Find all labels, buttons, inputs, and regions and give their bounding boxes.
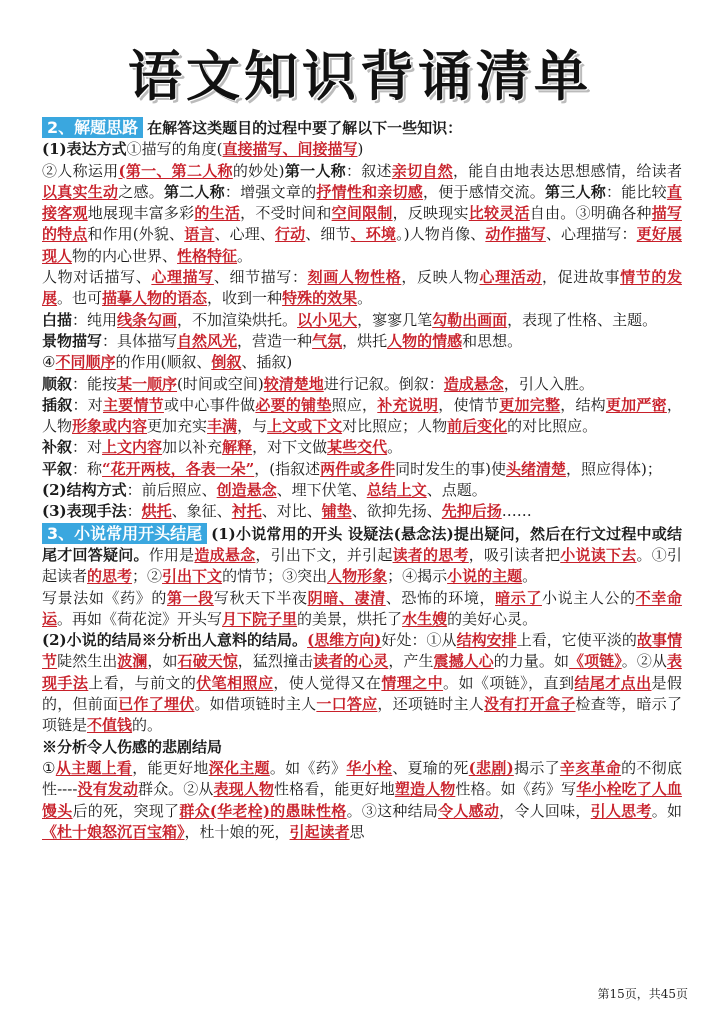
text-run: 。如借项链时主人 — [194, 695, 317, 714]
text-run: 性格看，能更好地 — [273, 780, 395, 799]
text-run: ，促进故事 — [541, 268, 621, 287]
key-phrase: 的思考 — [87, 567, 133, 586]
bold-term: 白描 — [42, 310, 73, 329]
text-run: 、欲抑先扬、 — [351, 502, 442, 521]
text-run: ①描写的角度( — [126, 140, 223, 159]
text-run: 的力量。如 — [493, 652, 570, 671]
key-phrase: 自然风光 — [177, 331, 238, 350]
key-phrase: 两件或多件 — [320, 459, 396, 478]
key-phrase: 以小见大 — [297, 310, 358, 329]
text-run: 、插叙) — [241, 353, 293, 372]
key-phrase: 补充说明 — [377, 395, 439, 414]
text-run: 、对比、 — [261, 502, 322, 521]
key-phrase: 华小栓 — [346, 758, 393, 777]
text-run: ：对 — [72, 395, 103, 414]
key-phrase: (第一、第二人称 — [118, 161, 233, 180]
text-run: ：叙述 — [345, 161, 392, 180]
key-phrase: 线条勾画 — [117, 310, 178, 329]
text-run: 小说主人公的 — [541, 588, 636, 607]
text-run: 的对比照应。 — [507, 417, 598, 436]
text-run: ，与 — [237, 417, 268, 436]
text-run: ，使人觉得又在 — [273, 673, 382, 692]
text-run: 上看，它使平淡的 — [516, 631, 637, 650]
text-run: ：前后照应、 — [126, 481, 217, 500]
bold-term: (3)表现手法 — [42, 502, 127, 521]
text-run: ，寥寥几笔 — [357, 310, 433, 329]
key-phrase: 必要的铺垫 — [255, 395, 332, 414]
text-run: ，(指叙述 — [254, 459, 321, 478]
key-phrase: 行动 — [274, 225, 306, 244]
key-phrase: 造成悬念 — [194, 545, 256, 564]
paragraph — [42, 630, 682, 736]
text-run: 写景法如《药》的 — [42, 588, 167, 607]
text-run: 人物对话描写、 — [42, 268, 152, 287]
key-phrase: 不同顺序 — [55, 353, 116, 372]
key-phrase: 辛亥革命 — [559, 758, 622, 777]
text-run: 揭示了 — [513, 758, 560, 777]
text-run: ，收到一种 — [207, 289, 283, 308]
key-phrase: 从主题上看 — [55, 758, 133, 777]
key-phrase: 伏笔相照应 — [196, 673, 274, 692]
key-phrase: 上文内容 — [102, 438, 163, 457]
text-run: 。如《药》 — [269, 758, 347, 777]
text-run: ，如 — [147, 652, 178, 671]
key-phrase: 、环境 — [350, 225, 397, 244]
key-phrase: 已作了埋伏 — [118, 695, 195, 714]
text-run: ，烘托 — [342, 331, 388, 350]
text-run: 的妙处) — [232, 161, 285, 180]
key-phrase: 直接描写、间接描写 — [222, 140, 358, 159]
text-run: 或中心事件做 — [163, 395, 256, 414]
key-phrase: 描摹人物的语态 — [102, 289, 208, 308]
key-phrase: 石破天惊 — [177, 652, 238, 671]
text-run: 同时发生的事)使 — [395, 459, 507, 478]
text-run: 自由。③明确各种 — [529, 204, 652, 223]
key-phrase: 群众(华老栓)的愚昧性格 — [179, 801, 347, 820]
paragraph — [42, 117, 682, 139]
bold-term: 补叙 — [42, 438, 73, 457]
text-run: 的不彻底性---- — [42, 758, 682, 799]
text-run: ：对 — [72, 438, 103, 457]
text-run: 。 — [387, 438, 403, 457]
key-phrase: 先抑后扬 — [441, 502, 502, 521]
bold-term: 在解答这类题目的过程中要了解以下一些知识： — [147, 119, 463, 137]
key-phrase: 引人思考 — [590, 801, 652, 820]
text-run: ，表现了性格、主题。 — [507, 310, 658, 329]
text-run: 后的死，突现了 — [72, 801, 180, 820]
key-phrase: 空间限制 — [331, 204, 393, 223]
text-run: 照应， — [331, 395, 378, 414]
key-phrase: 表现人物 — [213, 780, 274, 799]
text-run: 的情节；③突出 — [222, 567, 328, 586]
text-run: 。 — [357, 289, 373, 308]
paragraph — [42, 501, 682, 522]
key-phrase: 倒叙 — [211, 353, 242, 372]
text-run: 、恐怖的环境， — [385, 588, 496, 607]
key-phrase: 丰满 — [207, 417, 238, 436]
text-run: 群众。②从 — [137, 780, 214, 799]
bold-term: (1)表达方式 — [42, 140, 127, 159]
paragraph — [42, 480, 682, 501]
key-phrase: 引出下文 — [162, 567, 223, 586]
text-run: 作用是 — [148, 545, 195, 564]
key-phrase: 水生嫂 — [402, 609, 448, 628]
paragraph — [42, 459, 682, 480]
text-run: 思 — [349, 822, 365, 841]
key-phrase: 引起读者 — [289, 822, 350, 841]
text-run: 地展现丰富多彩 — [87, 204, 195, 223]
key-phrase: 不值钱 — [87, 716, 133, 735]
document-body — [42, 117, 682, 843]
text-run: ，引人入胜。 — [503, 374, 594, 393]
text-run: 写秋天下半夜 — [213, 588, 308, 607]
key-phrase: 性格特征 — [177, 246, 238, 265]
text-run: ，产生 — [388, 652, 434, 671]
text-run: 。 — [522, 567, 538, 586]
text-run: ，杜十娘的死， — [184, 822, 290, 841]
text-run: ① — [42, 758, 56, 777]
text-run: 的美好心灵。 — [447, 609, 538, 628]
key-phrase: 以真实生动 — [42, 182, 119, 201]
text-run: …… — [501, 502, 532, 521]
text-run: ，猛烈撞击 — [237, 652, 314, 671]
text-run: ，能更好地 — [132, 758, 209, 777]
text-run: ，吸引读者把 — [468, 545, 561, 564]
text-run: ：称 — [72, 459, 103, 478]
text-run: ：能按 — [72, 374, 118, 393]
text-run: 、心理描写： — [545, 225, 637, 244]
text-run: ：纯用 — [72, 310, 118, 329]
text-run: ；④揭示 — [387, 567, 448, 586]
text-run: ： — [126, 502, 142, 521]
key-phrase: 《杜十娘怒沉百宝箱》 — [42, 822, 185, 841]
text-run: 、细节描写： — [213, 268, 308, 287]
text-run: ，结构 — [560, 395, 606, 414]
key-phrase: 特殊的效果 — [282, 289, 358, 308]
text-run: ，不受时间和 — [240, 204, 332, 223]
text-run: 、夏瑜的死 — [392, 758, 469, 777]
key-phrase: 更好展现人 — [42, 225, 682, 265]
key-phrase: 解释 — [222, 438, 253, 457]
key-phrase: 上文或下文 — [267, 417, 343, 436]
key-phrase: 阴暗、凄清 — [307, 588, 386, 607]
bold-term: 插叙 — [42, 395, 73, 414]
key-phrase: 形象或内容 — [72, 417, 148, 436]
text-run: ，照应得体)； — [566, 459, 662, 478]
key-phrase: 语言 — [184, 225, 215, 244]
key-phrase: (悲剧) — [468, 758, 514, 777]
key-phrase: 情理之中 — [381, 673, 444, 692]
key-phrase: 总结上文 — [366, 481, 427, 500]
paragraph — [42, 737, 682, 758]
text-run: ④ — [42, 353, 56, 372]
paragraph — [42, 437, 682, 458]
key-phrase: 小说读下去 — [560, 545, 637, 564]
text-run: ) — [357, 140, 364, 159]
text-run: 之感。 — [118, 182, 164, 201]
key-phrase: 创造悬念 — [216, 481, 277, 500]
bold-term: ※分析令人伤感的悲剧结局 — [42, 737, 223, 756]
bold-term: 景物描写 — [42, 331, 103, 350]
bold-term: 平叙 — [42, 459, 73, 478]
text-run: 。)人物肖像、 — [396, 225, 486, 244]
key-phrase: 结尾才点出 — [574, 673, 652, 692]
text-run: 。再如《荷花淀》开头写 — [57, 609, 223, 628]
bold-term: (1)小说常用的开头 设疑法(悬念法)提出疑问，然后在行文过程中或结尾才回答疑问。 — [42, 524, 682, 564]
paragraph — [42, 161, 682, 267]
text-run: 检查等，暗示了项链是 — [42, 695, 682, 735]
key-phrase: 塑造人物 — [394, 780, 456, 799]
text-run: ；② — [132, 567, 163, 586]
text-run: ，能自由地表达思想感情，给读者 — [452, 161, 682, 180]
key-phrase: 心理描写 — [151, 268, 214, 287]
text-run: 的。 — [132, 716, 163, 735]
paragraph — [42, 310, 682, 331]
bold-term: 第一人称 — [284, 161, 346, 180]
text-run: ，不加渲染烘托。 — [177, 310, 298, 329]
key-phrase: 没有发动 — [77, 780, 138, 799]
text-run: ：具体描写 — [102, 331, 178, 350]
key-phrase: 不幸命运 — [42, 588, 682, 628]
paragraph — [42, 588, 682, 631]
text-run: 进行记叙。倒叙： — [323, 374, 444, 393]
section-heading: 2、解题思路 — [42, 117, 143, 138]
key-phrase: 没有打开盒子 — [484, 695, 576, 714]
key-phrase: 《项链》 — [569, 652, 622, 671]
text-run: 物的内心世界、 — [72, 246, 178, 265]
key-phrase: (思维方向) — [307, 631, 382, 650]
paragraph — [42, 374, 682, 395]
text-run: ，还项链时主人 — [377, 695, 485, 714]
text-run: 。①引起读者 — [42, 545, 682, 586]
text-run: 更加充实 — [147, 417, 208, 436]
paragraph — [42, 395, 682, 438]
text-run: 。也可 — [57, 289, 103, 308]
text-run: 。 — [237, 246, 253, 265]
bold-term: 第三人称 — [544, 182, 606, 201]
text-run: ，对下文做 — [252, 438, 328, 457]
paragraph — [42, 267, 682, 310]
key-phrase: 读者的思考 — [392, 545, 469, 564]
text-run: 性格。如《药》写 — [455, 780, 577, 799]
key-phrase: 描写的特点 — [42, 204, 682, 244]
paragraph — [42, 139, 682, 160]
key-phrase: 波澜 — [117, 652, 148, 671]
bold-term: (2)结构方式 — [42, 481, 127, 500]
key-phrase: 结构安排 — [456, 631, 517, 650]
key-phrase: 动作描写 — [485, 225, 546, 244]
text-run: 对比照应；人物 — [342, 417, 448, 436]
key-phrase: 更加严密 — [605, 395, 667, 414]
key-phrase: 直接客观 — [42, 182, 682, 223]
page-title: 语文知识背诵清单 — [128, 45, 592, 108]
key-phrase: 一口答应 — [316, 695, 378, 714]
text-run: 。③这种结局 — [346, 801, 439, 820]
key-phrase: 暗示了 — [495, 588, 542, 607]
key-phrase: 刻画人物性格 — [307, 268, 402, 287]
text-run: ，使情节 — [438, 395, 500, 414]
key-phrase: 勾勒出画面 — [432, 310, 508, 329]
key-phrase: 前后变化 — [447, 417, 508, 436]
key-phrase: “花开两枝，各表一朵” — [102, 459, 255, 478]
paragraph — [42, 758, 682, 843]
key-phrase: 较清楚地 — [263, 374, 324, 393]
key-phrase: 人物形象 — [327, 567, 388, 586]
key-phrase: 烘托 — [141, 502, 172, 521]
key-phrase: 气氛 — [312, 331, 343, 350]
text-run: 、埋下伏笔、 — [276, 481, 367, 500]
text-run: ，反映现实 — [392, 204, 469, 223]
text-run: ，人物 — [42, 395, 682, 436]
text-run: 、心理、 — [214, 225, 275, 244]
text-run: (时间或空间) — [177, 374, 264, 393]
key-phrase: 头绪清楚 — [506, 459, 567, 478]
text-run: ，营造一种 — [237, 331, 313, 350]
key-phrase: 某些交代 — [327, 438, 388, 457]
key-phrase: 衬托 — [231, 502, 262, 521]
text-run: 和思想。 — [462, 331, 523, 350]
key-phrase: 更加完整 — [499, 395, 561, 414]
key-phrase: 情节的发展 — [42, 268, 682, 308]
text-run: 。②从 — [621, 652, 667, 671]
text-run: ：增强文章的 — [224, 182, 317, 201]
key-phrase: 深化主题 — [208, 758, 270, 777]
text-run: 和作用(外貌、 — [87, 225, 185, 244]
key-phrase: 读者的心灵 — [313, 652, 389, 671]
text-run: 好处：①从 — [381, 631, 457, 650]
text-run: 的作用(顺叙、 — [115, 353, 212, 372]
bold-term: (2)小说的结局※分析出人意料的结局。 — [42, 631, 308, 650]
text-run: 、细节 — [305, 225, 351, 244]
key-phrase: 造成悬念 — [443, 374, 504, 393]
key-phrase: 某一顺序 — [117, 374, 178, 393]
text-run: ，便于感情交流。 — [423, 182, 545, 201]
key-phrase: 主要情节 — [102, 395, 164, 414]
key-phrase: 心理活动 — [479, 268, 542, 287]
text-run: ，反映人物 — [401, 268, 480, 287]
text-run: 是假的，但前面 — [42, 673, 682, 714]
key-phrase: 表现手法 — [42, 652, 682, 692]
key-phrase: 的生活 — [194, 204, 241, 223]
text-run: ：能比较 — [605, 182, 667, 201]
key-phrase: 令人感动 — [438, 801, 500, 820]
paragraph — [42, 331, 682, 352]
section-heading: 3、小说常用开头结尾 — [42, 523, 207, 544]
key-phrase: 故事情节 — [42, 631, 682, 671]
key-phrase: 人物的情感 — [387, 331, 463, 350]
bold-term: 第二人称 — [163, 182, 225, 201]
text-run: 陡然生出 — [57, 652, 118, 671]
text-run: 、象征、 — [171, 502, 232, 521]
text-run: ，引出下文，并引起 — [255, 545, 393, 564]
key-phrase: 月下院子里 — [222, 609, 298, 628]
text-run: 的美景，烘托了 — [297, 609, 403, 628]
key-phrase: 震撼人心 — [433, 652, 494, 671]
text-run: 上看，与前文的 — [88, 673, 197, 692]
key-phrase: 抒情性和亲切感 — [316, 182, 424, 201]
key-phrase: 小说的主题 — [447, 567, 523, 586]
key-phrase: 铺垫 — [321, 502, 352, 521]
text-run: 加以补充 — [162, 438, 223, 457]
paragraph — [42, 523, 682, 588]
text-run: ②人称运用 — [42, 161, 119, 180]
text-run: ，令人回味， — [499, 801, 591, 820]
key-phrase: 第一段 — [166, 588, 214, 607]
paragraph — [42, 352, 682, 373]
key-phrase: 亲切自然 — [391, 161, 453, 180]
bold-term: 顺叙 — [42, 374, 73, 393]
text-run: 。如 — [651, 801, 682, 820]
page-number: 第15页，共45页 — [597, 987, 688, 1001]
key-phrase: 华小栓吃了人血馒头 — [42, 780, 682, 820]
text-run: 、点题。 — [426, 481, 487, 500]
key-phrase: 比较灵活 — [468, 204, 530, 223]
text-run: 。如《项链》，直到 — [443, 673, 575, 692]
